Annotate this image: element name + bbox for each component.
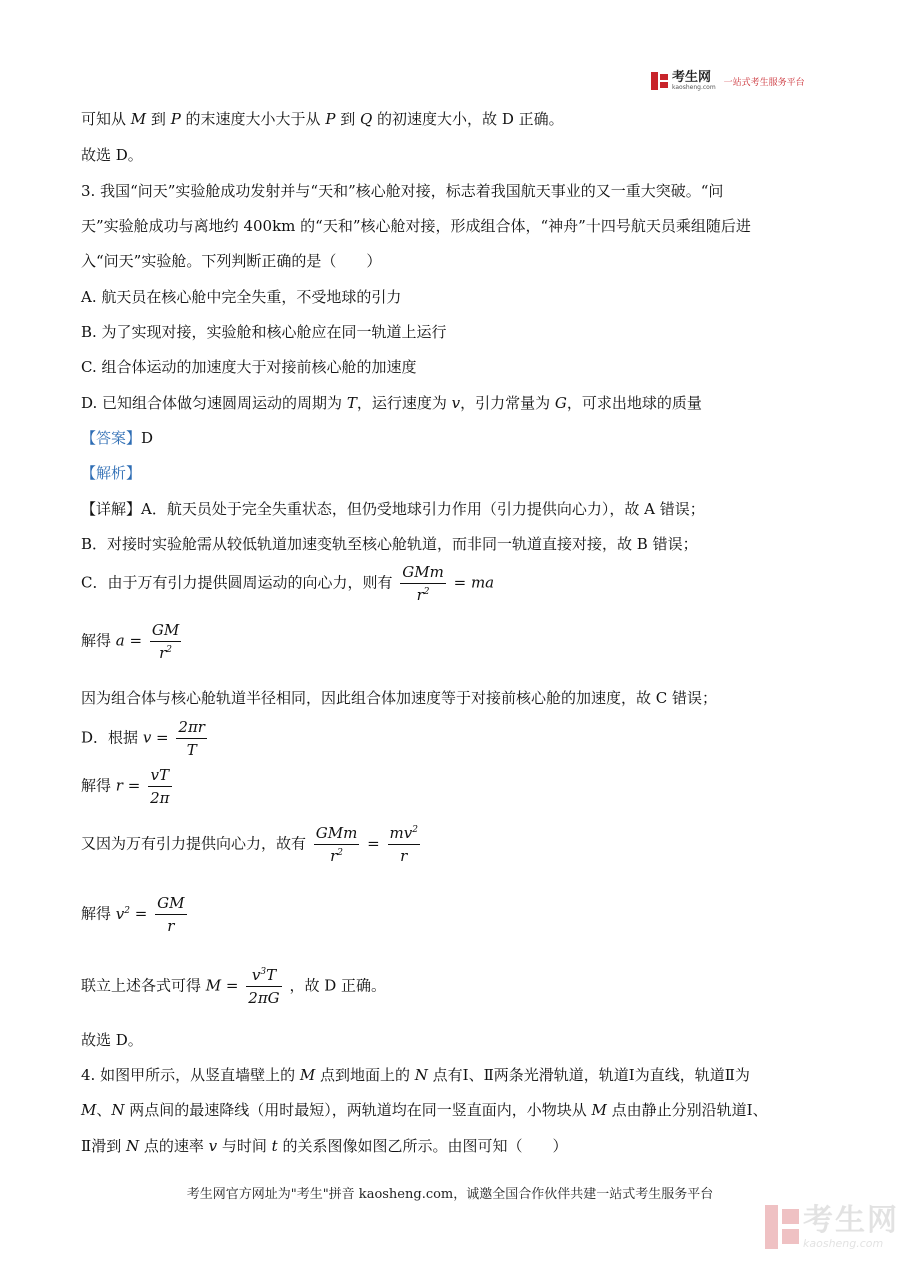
logo-slogan: 一站式考生服务平台 [723,77,805,88]
equation-mass: 联立上述各式可得 M = $\frac{v^3T}{2\pi G}$ ，故 D 正确。 [81,966,387,1007]
logo-url: kaosheng.com [672,84,716,91]
detail-a: 【详解】A．航天员处于完全失重状态，但仍受地球引力作用（引力提供向心力），故 A 错误； [81,500,705,518]
question-3-stem: 3. 我国“问天”实验舱成功发射并与“天和”核心舱对接，标志着我国航天事业的又一重大突破。“问 [81,182,724,200]
watermark-url: kaosheng.com [803,1236,884,1250]
question-4-stem: 4. 如图甲所示，从竖直墙壁上的 M 点到地面上的 N 点有Ⅰ、Ⅱ两条光滑轨道，轨道Ⅰ为直线，轨道Ⅱ为 [81,1066,750,1084]
question-4-stem: Ⅱ滑到 N 点的速率 v 与时间 t 的关系图像如图乙所示。由图可知（ ） [81,1137,568,1155]
detail-d: D．根据 v = $\frac{2\pi r}{T}$ [81,718,205,759]
watermark-logo-icon [765,1205,799,1249]
equation-force: 又因为万有引力提供向心力，故有 $\frac{\text{GMm}}{r^2}$ = $\frac{mv^2}{r}$ [81,824,418,865]
analysis-heading: 【解析】 [81,464,142,482]
question-3-stem: 入“问天”实验舱。下列判断正确的是（ ） [81,252,382,270]
question-3-stem: 天”实验舱成功与离地约 400km 的“天和”核心舱对接，形成组合体，“神舟”十四号航天员乘组随后进 [81,217,751,235]
text-line: 故选 D。 [81,1031,143,1049]
option-d: D. 已知组合体做匀速圆周运动的周期为 T，运行速度为 v，引力常量为 G，可求出地球的质量 [81,394,702,412]
equation-r: 解得 r = $\frac{vT}{2\pi}$ [81,766,170,807]
question-4-stem: M、N 两点间的最速降线（用时最短），两轨道均在同一竖直面内，小物块从 M 点由静止分别沿轨道Ⅰ、 [81,1101,768,1119]
option-a: A. 航天员在核心舱中完全失重，不受地球的引力 [81,288,402,306]
equation-a: 解得 a = $\frac{GM}{r^2}$ [81,621,180,662]
detail-b: B．对接时实验舱需从较低轨道加速变轨至核心舱轨道，而非同一轨道直接对接，故 B 错误； [81,535,698,553]
header-logo [651,71,805,91]
text-line: 故选 D。 [81,146,143,164]
logo-name: 考生网 [672,70,712,85]
answer: 【答案】D [81,429,154,447]
equation-v: 解得 $v^2$ = $\frac{GM}{r}$ [81,894,185,935]
text-line: 可知从 M 到 P 的末速度大小大于从 P 到 Q 的初速度大小，故 D 正确。 [81,110,564,128]
option-b: B. 为了实现对接，实验舱和核心舱应在同一轨道上运行 [81,323,447,341]
watermark-name: 考生网 [803,1202,899,1238]
because-c: 因为组合体与核心舱轨道半径相同，因此组合体加速度等于对接前核心舱的加速度，故 C 错误； [81,689,718,707]
detail-c: C．由于万有引力提供圆周运动的向心力，则有 $\frac{\text{GMm}}{r^2}$ = ma [81,563,495,604]
watermark [765,1202,899,1250]
option-c: C. 组合体运动的加速度大于对接前核心舱的加速度 [81,358,417,376]
page-footer: 考生网官方网址为"考生"拼音 kaosheng.com，诚邀全国合作伙伴共建一站式考生服务平台 [186,1187,714,1202]
logo-icon [651,72,668,90]
